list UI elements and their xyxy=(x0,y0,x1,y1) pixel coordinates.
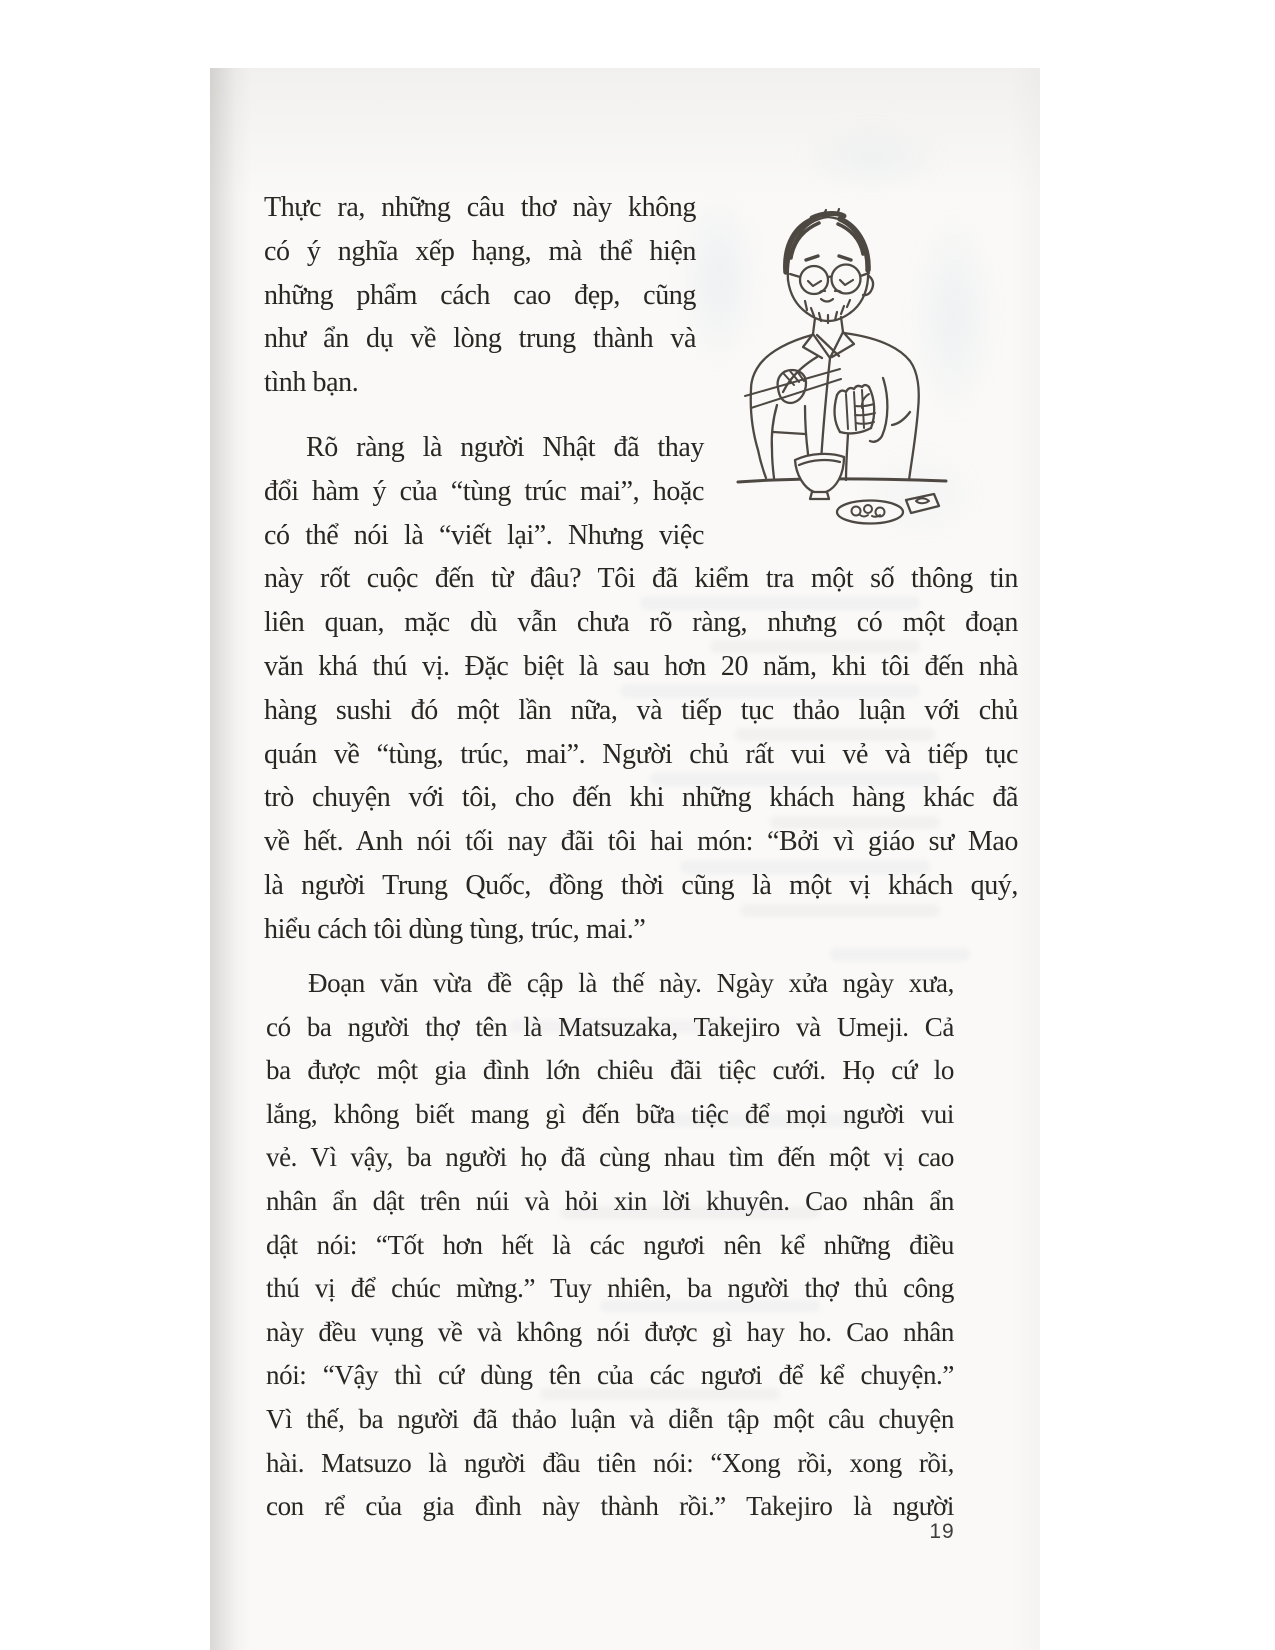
text-line: Thực ra, những câu thơ này không xyxy=(264,192,696,223)
head xyxy=(786,209,868,313)
text-line: hiểu cách tôi dùng tùng, trúc, mai.” xyxy=(264,913,646,945)
text-line: lắng, không biết mang gì đến bữa tiệc để mọi người vui xyxy=(266,1098,954,1129)
page-gutter-shadow xyxy=(210,68,236,1650)
paragraph xyxy=(266,962,954,1529)
text-line: này rốt cuộc đến từ đâu? Tôi đã kiểm tra một số thông tin xyxy=(264,563,1018,595)
text-line: đổi hàm ý của “tùng trúc mai”, hoặc xyxy=(264,475,704,507)
page-number: 19 xyxy=(929,1520,955,1543)
text-line: có ba người thợ tên là Matsuzaka, Takejiro và Umeji. Cả xyxy=(266,1011,954,1042)
text-line: con rể của gia đình này thành rồi.” Takejiro là người xyxy=(266,1491,954,1522)
text-line: Đoạn văn vừa đề cập là thế này. Ngày xửa ngày xưa, xyxy=(308,968,954,998)
eyebrows xyxy=(806,256,851,260)
glasses xyxy=(790,265,869,295)
text-line: này đều vụng về và không nói được gì hay ho. Cao nhân xyxy=(266,1316,954,1347)
paragraph xyxy=(264,186,696,405)
text-line: hài. Matsuzo là người đầu tiên nói: “Xong rồi, xong rồi, xyxy=(266,1447,954,1478)
text-line: những phẩm cách cao đẹp, cũng xyxy=(264,279,696,311)
text-line: về hết. Anh nói tối nay đãi tôi hai món: “Bởi vì giáo sư Mao xyxy=(264,826,1018,858)
text-line: nói: “Vậy thì cứ dùng tên của các ngươi để kể chuyện.” xyxy=(266,1360,954,1391)
text-line: trò chuyện với tôi, cho đến khi những khách hàng khác đã xyxy=(264,782,1018,814)
text-line: vẻ. Vì vậy, ba người họ đã cùng nhau tìm đến một vị cao xyxy=(266,1142,954,1173)
text-line: tình bạn. xyxy=(264,367,359,399)
text-line: có ý nghĩa xếp hạng, mà thể hiện xyxy=(264,235,696,267)
text-line: như ẩn dụ về lòng trung thành và xyxy=(264,323,696,355)
text-line: là người Trung Quốc, đồng thời cũng là một vị khách quý, xyxy=(264,869,1018,901)
beard xyxy=(805,291,850,323)
text-line: hàng sushi đó một lần nữa, và tiếp tục thảo luận với chủ xyxy=(264,694,1018,726)
text-line: nhân ẩn dật trên núi và hỏi xin lời khuyên. Cao nhân ẩn xyxy=(266,1185,954,1216)
text-line: văn khá thú vị. Đặc biệt là sau hơn 20 năm, khi tôi đến nhà xyxy=(264,650,1018,682)
text-line: dật nói: “Tốt hơn hết là các ngươi nên kể những điều xyxy=(266,1229,954,1260)
paragraph xyxy=(264,426,1018,952)
text-line: ba được một gia đình lớn chiêu đãi tiệc cưới. Họ cứ lo xyxy=(266,1055,954,1086)
book-page xyxy=(210,68,1040,1650)
text-line: Vì thế, ba người đã thảo luận và diễn tập một câu chuyện xyxy=(266,1403,954,1434)
text-line: thú vị để chúc mừng.” Tuy nhiên, ba người thợ thủ công xyxy=(266,1273,954,1304)
text-line: quán về “tùng, trúc, mai”. Người chủ rất vui vẻ và tiếp tục xyxy=(264,738,1018,770)
text-line: có thể nói là “viết lại”. Nhưng việc xyxy=(264,519,704,551)
text-line: Rõ ràng là người Nhật đã thay xyxy=(306,432,704,463)
text-line: liên quan, mặc dù vẫn chưa rõ ràng, nhưng có một đoạn xyxy=(264,607,1018,639)
